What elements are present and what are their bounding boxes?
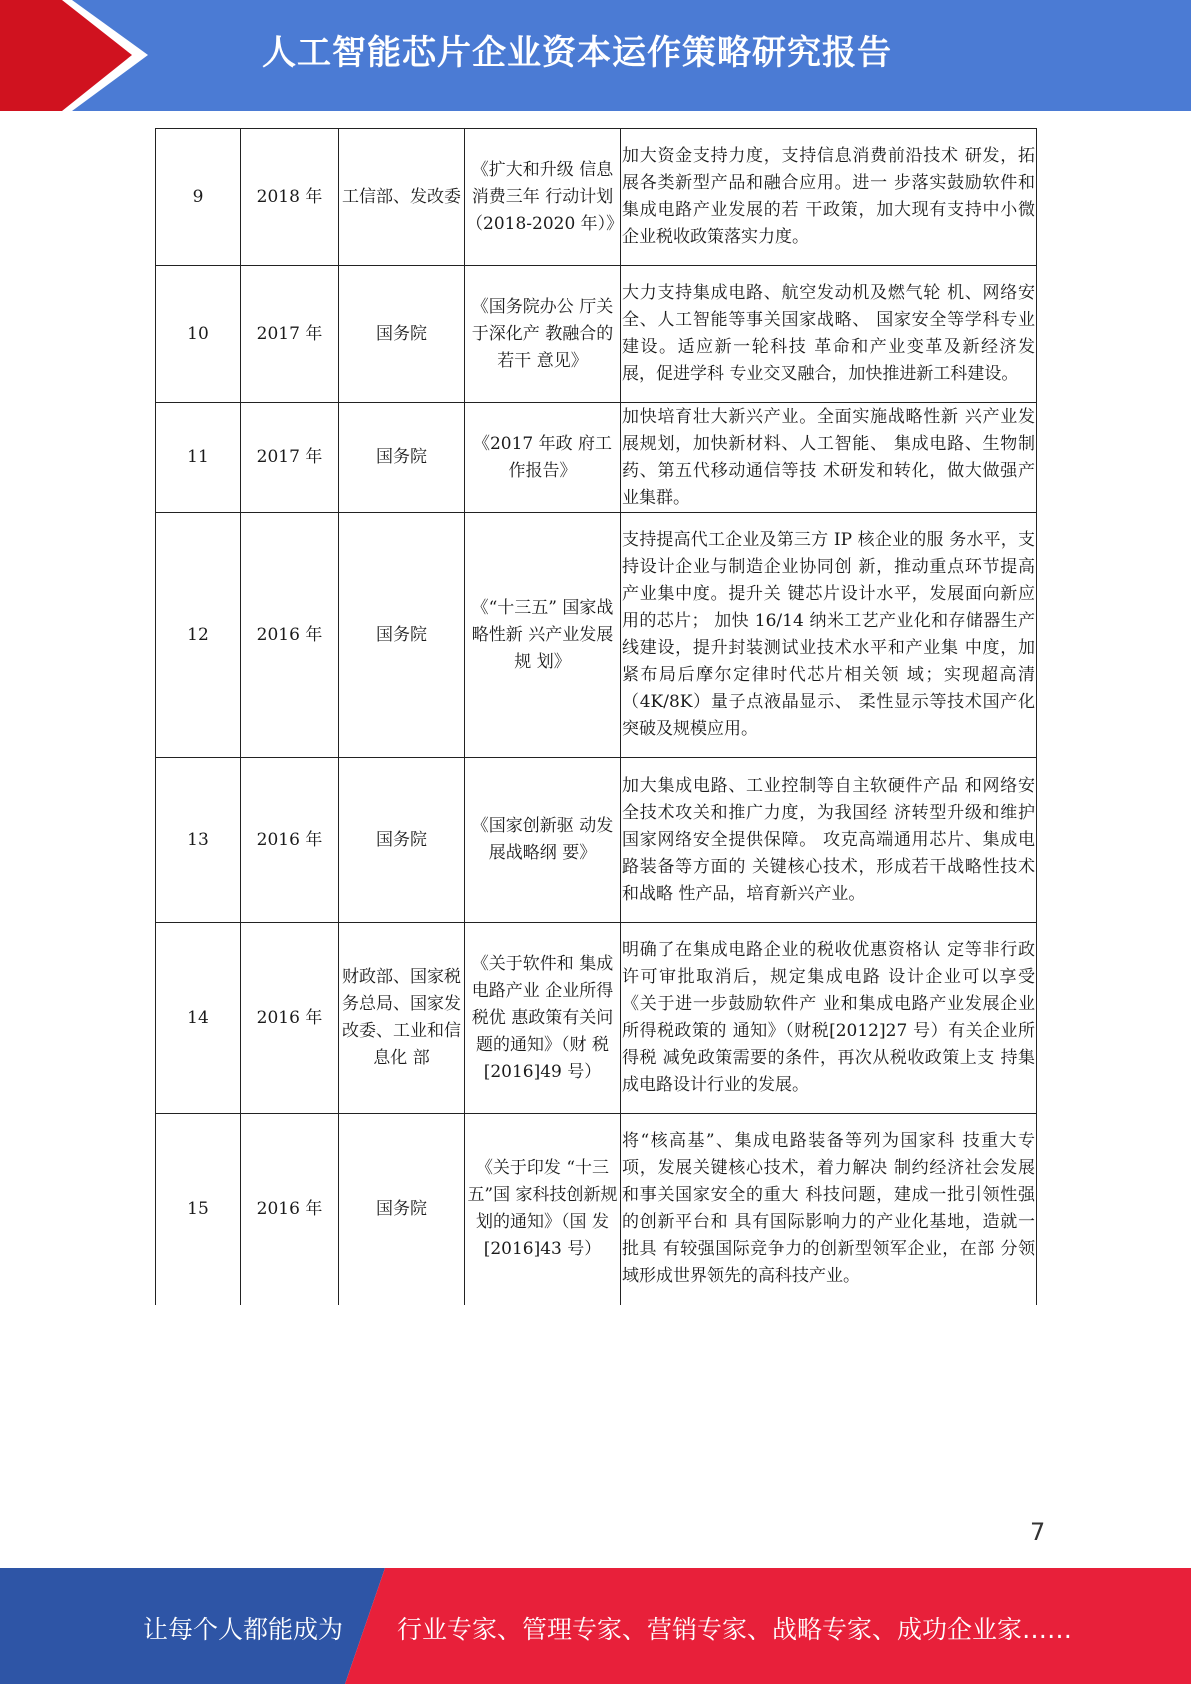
row-content: 加大资金支持力度，支持信息消费前沿技术 研发，拓展各类新型产品和融合应用。进一 步落实鼓励软件和集成电路产业发展的若 干政策，加大现有支持中小微企业税收政策落实力度。 <box>621 129 1037 266</box>
table-row <box>156 266 1037 403</box>
table-row <box>156 1114 1037 1305</box>
page-number: 7 <box>1030 1518 1046 1546</box>
row-year: 2017 年 <box>241 266 339 403</box>
row-number: 9 <box>156 129 241 266</box>
row-department: 国务院 <box>339 403 465 513</box>
row-number: 15 <box>156 1114 241 1305</box>
row-document: 《扩大和升级 信息消费三年 行动计划 （2018-2020 年）》 <box>465 129 621 266</box>
row-document: 《关于印发 “十三五”国 家科技创新规 划的通知》（国 发[2016]43 号） <box>465 1114 621 1305</box>
row-year: 2018 年 <box>241 129 339 266</box>
row-document: 《2017 年政 府工作报告》 <box>465 403 621 513</box>
row-number: 14 <box>156 923 241 1114</box>
row-document: 《国家创新驱 动发展战略纲 要》 <box>465 758 621 923</box>
row-content: 大力支持集成电路、航空发动机及燃气轮 机、网络安全、人工智能等事关国家战略、 国家安全等学科专业建设。适应新一轮科技 革命和产业变革及新经济发展，促进学科 专业交叉融合，加快推进新工科建设。 <box>621 266 1037 403</box>
row-content: 将“核高基”、集成电路装备等列为国家科 技重大专项，发展关键核心技术，着力解决 制约经济社会发展和事关国家安全的重大 科技问题，建成一批引领性强的创新平台和 具有国际影响力的产业化基地，造就一批具 有较强国际竞争力的创新型领军企业，在部 分领域形成世界领先的高科技产业。 <box>621 1114 1037 1305</box>
row-department: 工信部、发改委 <box>339 129 465 266</box>
row-document: 《关于软件和 集成电路产业 企业所得税优 惠政策有关问 题的通知》（财 税[2016]49 号） <box>465 923 621 1114</box>
row-year: 2017 年 <box>241 403 339 513</box>
row-content: 加快培育壮大新兴产业。全面实施战略性新 兴产业发展规划，加快新材料、人工智能、 集成电路、生物制药、第五代移动通信等技 术研发和转化，做大做强产业集群。 <box>621 403 1037 513</box>
row-number: 10 <box>156 266 241 403</box>
page-header <box>0 0 1191 111</box>
table-row <box>156 923 1037 1114</box>
table-row <box>156 758 1037 923</box>
row-department: 国务院 <box>339 513 465 758</box>
row-number: 11 <box>156 403 241 513</box>
row-content: 加大集成电路、工业控制等自主软硬件产品 和网络安全技术攻关和推广力度，为我国经 济转型升级和维护国家网络安全提供保障。 攻克高端通用芯片、集成电路装备等方面的 关键核心技术，形成若干战略性技术和战略 性产品，培育新兴产业。 <box>621 758 1037 923</box>
row-department: 国务院 <box>339 266 465 403</box>
row-year: 2016 年 <box>241 1114 339 1305</box>
table-row <box>156 403 1037 513</box>
row-department: 国务院 <box>339 1114 465 1305</box>
footer-slogan-left: 让每个人都能成为 <box>143 1615 344 1644</box>
page-footer <box>0 1568 1191 1684</box>
policy-table <box>155 128 1037 1305</box>
row-department: 国务院 <box>339 758 465 923</box>
row-document: 《国务院办公 厅关于深化产 教融合的若干 意见》 <box>465 266 621 403</box>
footer-slogan-right: 行业专家、管理专家、营销专家、战略专家、成功企业家…… <box>397 1615 1073 1644</box>
report-title: 人工智能芯片企业资本运作策略研究报告 <box>262 33 892 73</box>
row-content: 支持提高代工企业及第三方 IP 核企业的服 务水平，支持设计企业与制造企业协同创 新，推动重点环节提高产业集中度。提升关 键芯片设计水平，发展面向新应用的芯片； 加快 16/14 纳米工艺产业化和存储器生产 线建设，提升封装测试业技术水平和产业集 中度，加紧布局后摩尔定律时代芯片相关领 域；实现超高清（4K/8K）量子点液晶显示、 柔性显示等技术国产化突破及规模应用。 <box>621 513 1037 758</box>
row-year: 2016 年 <box>241 513 339 758</box>
row-year: 2016 年 <box>241 923 339 1114</box>
table-row <box>156 513 1037 758</box>
row-document: 《“十三五” 国家战略性新 兴产业发展规 划》 <box>465 513 621 758</box>
row-department: 财政部、国家税务总局、国家发改委、工业和信息化 部 <box>339 923 465 1114</box>
table-row <box>156 129 1037 266</box>
red-chevron-icon <box>0 0 160 111</box>
row-content: 明确了在集成电路企业的税收优惠资格认 定等非行政许可审批取消后，规定集成电路 设计企业可以享受《关于进一步鼓励软件产 业和集成电路产业发展企业所得税政策的 通知》（财税[2012]27 号）有关企业所得税 减免政策需要的条件，再次从税收政策上支 持集成电路设计行业的发展。 <box>621 923 1037 1114</box>
row-year: 2016 年 <box>241 758 339 923</box>
row-number: 12 <box>156 513 241 758</box>
row-number: 13 <box>156 758 241 923</box>
